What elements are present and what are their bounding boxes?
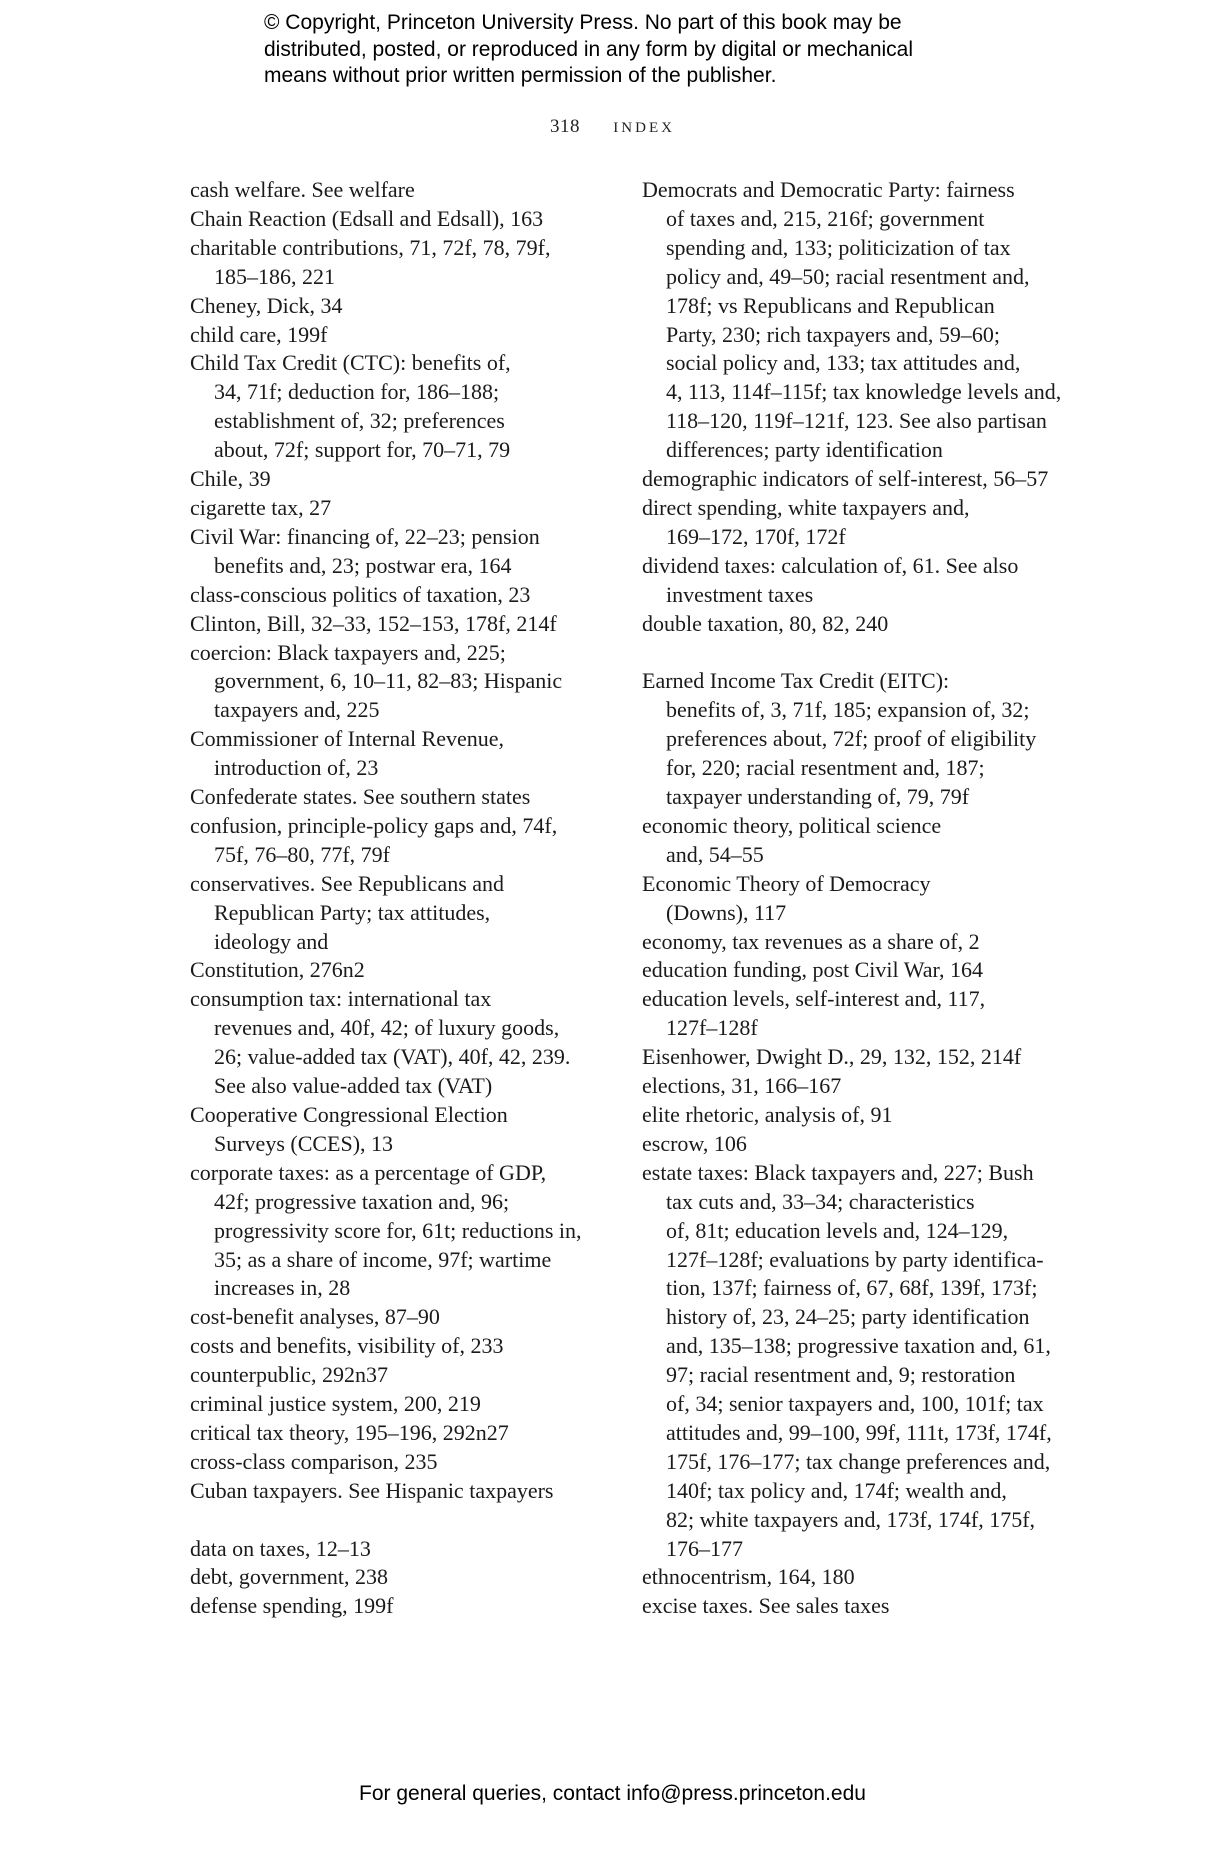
- index-entry-line: escrow, 106: [642, 1130, 747, 1156]
- index-entry: [190, 812, 610, 870]
- index-entry-line: conservatives. See Republicans and: [190, 870, 505, 896]
- index-entry-continuation: for, 220; racial resentment and, 187;: [666, 755, 985, 781]
- index-entry-continuation: benefits of, 3, 71f, 185; expansion of, 32;: [666, 697, 1030, 723]
- index-entry-line: Cheney, Dick, 34: [190, 292, 343, 318]
- index-entry-line: Democrats and Democratic Party: fairness: [642, 177, 1015, 202]
- index-entry-continuation: and, 135–138; progressive taxation and, 61,: [666, 1333, 1051, 1359]
- index-entry-line: cross-class comparison, 235: [190, 1448, 438, 1474]
- index-entry: [190, 1303, 610, 1332]
- index-entry: [642, 176, 1062, 465]
- index-entry-continuation: 97; racial resentment and, 9; restoration: [666, 1362, 1016, 1388]
- index-entry-line: education funding, post Civil War, 164: [642, 957, 983, 983]
- index-entry-continuation: 26; value-added tax (VAT), 40f, 42, 239.: [214, 1044, 571, 1070]
- index-entry-continuation: Surveys (CCES), 13: [214, 1130, 394, 1156]
- index-entry-continuation: about, 72f; support for, 70–71, 79: [214, 437, 511, 463]
- index-entry-continuation: tax cuts and, 33–34; characteristics: [666, 1188, 975, 1214]
- index-entry: [642, 1159, 1062, 1564]
- index-entry-line: excise taxes. See sales taxes: [642, 1593, 890, 1619]
- index-entry-line: ethnocentrism, 164, 180: [642, 1564, 855, 1590]
- index-entry: [190, 1361, 610, 1390]
- index-entry: [190, 465, 610, 494]
- index-entry-continuation: and, 54–55: [666, 841, 764, 867]
- index-entry: [190, 292, 610, 321]
- index-entry-continuation: benefits and, 23; postwar era, 164: [214, 552, 512, 578]
- index-entry-continuation: 75f, 76–80, 77f, 79f: [214, 841, 390, 867]
- index-entry: [642, 870, 1062, 928]
- index-entry-continuation: 175f, 176–177; tax change preferences and,: [666, 1448, 1051, 1474]
- index-entry: [190, 1159, 610, 1304]
- index-entry-continuation: spending and, 133; politicization of tax: [666, 234, 1011, 260]
- index-entry-continuation: of, 81t; education levels and, 124–129,: [666, 1217, 1009, 1243]
- index-entry: [190, 523, 610, 581]
- copyright-notice: [264, 10, 1024, 90]
- index-entry-line: Eisenhower, Dwight D., 29, 132, 152, 214f: [642, 1044, 1022, 1070]
- index-entry-continuation: 4, 113, 114f–115f; tax knowledge levels and,: [666, 379, 1062, 405]
- copyright-line: means without prior written permission of the publisher.: [264, 64, 777, 87]
- footer-contact: For general queries, contact info@press.princeton.edu: [359, 1782, 866, 1805]
- index-entry: [642, 1563, 1062, 1592]
- index-entry-line: elections, 31, 166–167: [642, 1073, 842, 1099]
- index-entry-line: data on taxes, 12–13: [190, 1535, 371, 1561]
- index-entry-line: cash welfare. See welfare: [190, 177, 415, 202]
- index-entry-line: Earned Income Tax Credit (EITC):: [642, 668, 950, 694]
- index-column-right: [642, 176, 1062, 1621]
- index-entry-continuation: 82; white taxpayers and, 173f, 174f, 175f,: [666, 1506, 1036, 1532]
- letter-group-gap: [190, 1506, 610, 1535]
- index-entry-continuation: Party, 230; rich taxpayers and, 59–60;: [666, 321, 1000, 347]
- index-entry-continuation: 176–177: [666, 1535, 743, 1561]
- index-entry-line: Chain Reaction (Edsall and Edsall), 163: [190, 205, 544, 231]
- index-entry-continuation: 178f; vs Republicans and Republican: [666, 292, 995, 318]
- index-entry: [642, 928, 1062, 957]
- index-entry-continuation: See also value-added tax (VAT): [214, 1073, 493, 1099]
- index-entry-line: debt, government, 238: [190, 1564, 388, 1590]
- index-entry: [190, 1477, 610, 1506]
- index-entry: [642, 1072, 1062, 1101]
- index-entry: [190, 205, 610, 234]
- index-entry-continuation: history of, 23, 24–25; party identification: [666, 1304, 1030, 1330]
- index-entry-line: coercion: Black taxpayers and, 225;: [190, 639, 506, 665]
- index-entry-line: Commissioner of Internal Revenue,: [190, 726, 505, 752]
- index-entry-line: dividend taxes: calculation of, 61. See also: [642, 552, 1019, 578]
- copyright-line: distributed, posted, or reproduced in any form by digital or mechanical: [264, 37, 914, 61]
- index-entry-line: Child Tax Credit (CTC): benefits of,: [190, 350, 511, 376]
- index-entry: [642, 1130, 1062, 1159]
- index-entry: [190, 321, 610, 350]
- index-entry-continuation: 140f; tax policy and, 174f; wealth and,: [666, 1477, 1007, 1503]
- index-entry-line: cost-benefit analyses, 87–90: [190, 1304, 440, 1330]
- letter-group-gap: [642, 639, 1062, 668]
- index-entry: [642, 812, 1062, 870]
- index-entry-line: class-conscious politics of taxation, 23: [190, 581, 531, 607]
- index-entry-continuation: differences; party identification: [666, 437, 943, 463]
- index-entry: [642, 465, 1062, 494]
- index-entry-continuation: increases in, 28: [214, 1275, 351, 1301]
- index-entry-line: consumption tax: international tax: [190, 986, 492, 1012]
- page-title: index: [613, 112, 675, 137]
- page-number: 318: [550, 116, 581, 137]
- index-entry: [190, 783, 610, 812]
- index-entry-line: economy, tax revenues as a share of, 2: [642, 928, 980, 954]
- index-entry-continuation: policy and, 49–50; racial resentment and,: [666, 263, 1030, 289]
- index-entry-line: corporate taxes: as a percentage of GDP,: [190, 1159, 547, 1185]
- index-entry-line: Constitution, 276n2: [190, 957, 365, 983]
- index-entry-continuation: of taxes and, 215, 216f; government: [666, 205, 985, 231]
- index-entry-continuation: introduction of, 23: [214, 755, 379, 781]
- index-entry-continuation: progressivity score for, 61t; reductions in,: [214, 1217, 582, 1243]
- index-entry: [190, 725, 610, 783]
- index-entry-line: Civil War: financing of, 22–23; pension: [190, 523, 540, 549]
- index-entry-line: Cuban taxpayers. See Hispanic taxpayers: [190, 1477, 554, 1503]
- index-entry-continuation: investment taxes: [666, 581, 814, 607]
- index-entry-continuation: 42f; progressive taxation and, 96;: [214, 1188, 510, 1214]
- index-entry-line: education levels, self-interest and, 117,: [642, 986, 986, 1012]
- index-entry: [190, 1563, 610, 1592]
- index-entry-line: Economic Theory of Democracy: [642, 870, 931, 896]
- index-entry-continuation: attitudes and, 99–100, 99f, 111t, 173f, 174f,: [666, 1419, 1052, 1445]
- index-entry-continuation: 127f–128f; evaluations by party identifica-: [666, 1246, 1044, 1272]
- index-entry-line: estate taxes: Black taxpayers and, 227; Bush: [642, 1159, 1034, 1185]
- index-entry-continuation: establishment of, 32; preferences: [214, 408, 505, 434]
- index-entry-continuation: 35; as a share of income, 97f; wartime: [214, 1246, 552, 1272]
- running-head: [0, 112, 1225, 138]
- index-entry: [642, 552, 1062, 610]
- index-entry-line: Chile, 39: [190, 466, 271, 492]
- index-entry-line: defense spending, 199f: [190, 1593, 394, 1619]
- index-entry-continuation: 185–186, 221: [214, 263, 335, 289]
- index-entry-line: critical tax theory, 195–196, 292n27: [190, 1419, 509, 1445]
- index-entry: [190, 234, 610, 292]
- index-entry-line: costs and benefits, visibility of, 233: [190, 1333, 504, 1359]
- index-entry-continuation: 169–172, 170f, 172f: [666, 523, 846, 549]
- index-entry: [190, 1101, 610, 1159]
- index-entry: [190, 639, 610, 726]
- index-entry: [642, 1043, 1062, 1072]
- index-entry-continuation: 34, 71f; deduction for, 186–188;: [214, 379, 500, 405]
- index-entry-line: demographic indicators of self-interest, 56–57: [642, 466, 1049, 492]
- index-entry: [642, 1101, 1062, 1130]
- index-entry: [190, 1390, 610, 1419]
- index-entry-line: criminal justice system, 200, 219: [190, 1391, 481, 1417]
- index-entry: [642, 1592, 1062, 1621]
- index-column-left: [190, 176, 610, 1621]
- index-entry: [190, 494, 610, 523]
- index-entry: [642, 494, 1062, 552]
- index-entry-continuation: 118–120, 119f–121f, 123. See also partisan: [666, 408, 1047, 434]
- index-entry-continuation: taxpayers and, 225: [214, 697, 380, 723]
- index-entry-line: economic theory, political science: [642, 812, 942, 838]
- index-entry-continuation: tion, 137f; fairness of, 67, 68f, 139f, 173f;: [666, 1275, 1038, 1301]
- index-entry: [190, 349, 610, 465]
- index-entry-line: Confederate states. See southern states: [190, 784, 531, 810]
- index-entry: [190, 581, 610, 610]
- index-entry: [190, 1332, 610, 1361]
- index-entry-line: Cooperative Congressional Election: [190, 1102, 508, 1127]
- index-entry-continuation: of, 34; senior taxpayers and, 100, 101f; tax: [666, 1391, 1044, 1417]
- index-entry: [190, 870, 610, 957]
- index-entry-line: elite rhetoric, analysis of, 91: [642, 1101, 893, 1127]
- index-entry: [642, 985, 1062, 1043]
- index-entry-line: counterpublic, 292n37: [190, 1362, 388, 1388]
- index-entry-continuation: preferences about, 72f; proof of eligibility: [666, 726, 1037, 752]
- index-entry-line: double taxation, 80, 82, 240: [642, 610, 889, 636]
- index-entry-line: cigarette tax, 27: [190, 494, 332, 520]
- index-entry: [190, 1419, 610, 1448]
- index-entry: [190, 176, 610, 205]
- index-entry: [190, 1592, 610, 1621]
- index-entry-line: charitable contributions, 71, 72f, 78, 79f,: [190, 234, 551, 260]
- index-entry-line: direct spending, white taxpayers and,: [642, 494, 970, 520]
- index-entry: [190, 610, 610, 639]
- index-entry-continuation: taxpayer understanding of, 79, 79f: [666, 784, 970, 810]
- index-entry-line: Clinton, Bill, 32–33, 152–153, 178f, 214f: [190, 610, 557, 636]
- index-entry-continuation: (Downs), 117: [666, 899, 787, 925]
- index-entry-continuation: 127f–128f: [666, 1015, 758, 1041]
- index-entry: [190, 1448, 610, 1477]
- index-entry-continuation: government, 6, 10–11, 82–83; Hispanic: [214, 668, 563, 694]
- index-entry: [190, 956, 610, 985]
- index-entry: [642, 956, 1062, 985]
- index-entry-line: confusion, principle-policy gaps and, 74f,: [190, 812, 558, 838]
- index-entry: [642, 667, 1062, 812]
- index-entry-continuation: ideology and: [214, 928, 329, 954]
- index-entry: [190, 985, 610, 1101]
- index-entry-continuation: revenues and, 40f, 42; of luxury goods,: [214, 1015, 560, 1041]
- index-entry-continuation: Republican Party; tax attitudes,: [214, 899, 491, 925]
- index-entry-line: child care, 199f: [190, 321, 328, 347]
- index-entry: [642, 610, 1062, 639]
- index-entry-continuation: social policy and, 133; tax attitudes and,: [666, 350, 1021, 376]
- index-entry: [190, 1535, 610, 1564]
- copyright-line: © Copyright, Princeton University Press. No part of this book may be: [264, 11, 902, 34]
